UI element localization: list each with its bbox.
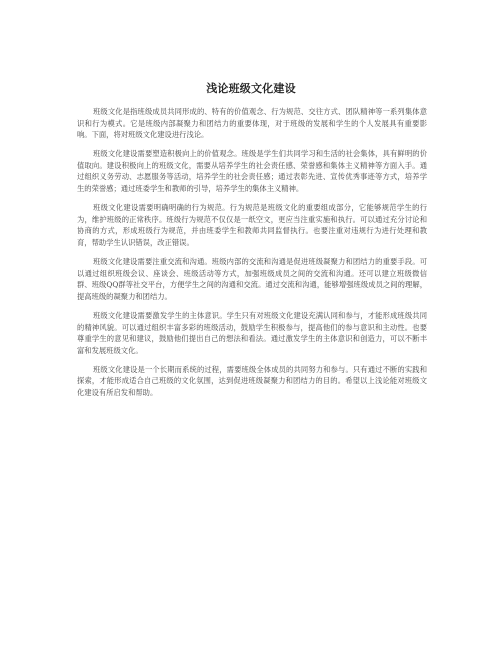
paragraph-subjectivity: 班级文化建设需要激发学生的主体意识。学生只有对班级文化建设充满认同和参与，才能形成班级共同的精神风貌。可以通过组织丰富多彩的班级活动，鼓励学生积极参与，提高他们的参与意识和主动性。也要尊重学生的意见和建议，鼓励他们提出自己的想法和看法。通过激发学生的主体意识和创造力，可以不断丰富和发展班级文化。 — [77, 310, 427, 355]
paragraph-values: 班级文化建设需要塑造积极向上的价值观念。班级是学生们共同学习和生活的社会集体，具有鲜明的价值取向。建设积极向上的班级文化，需要从培养学生的社会责任感、荣誉感和集体主义精神等方面入手。通过组织义务劳动、志愿服务等活动，培养学生的社会责任感；通过表彰先进、宣传优秀事迹等方式，培养学生的荣誉感；通过班委学生和教师的引导，培养学生的集体主义精神。 — [77, 149, 427, 194]
paragraph-norms: 班级文化建设需要明确明确的行为规范。行为规范是班级文化的重要组成部分，它能够规范学生的行为，维护班级的正常秩序。班级行为规范不仅仅是一纸空文，更应当注重实施和执行。可以通过充分讨论和协商的方式，形成班级行为规范，并由班委学生和教师共同监督执行。也要注重对违规行为进行处理和教育，帮助学生认识错误，改正错误。 — [77, 203, 427, 247]
paragraph-intro: 班级文化是指班级成员共同形成的、特有的价值观念、行为规范、交往方式、团队精神等一系列集体意识和行为模式。它是班级内部凝聚力和团结力的重要体现，对于班级的发展和学生的个人发展具有重要影响。下面，将对班级文化建设进行浅论。 — [77, 107, 427, 140]
paragraph-conclusion: 班级文化建设是一个长期而系统的过程，需要班级全体成员的共同努力和参与。只有通过不断的实践和探索，才能形成适合自己班级的文化氛围，达到促进班级凝聚力和团结力的目的。希望以上浅论能对班级文化建设有所启发和帮助。 — [77, 364, 427, 397]
paragraph-communication: 班级文化建设需要注重交流和沟通。班级内部的交流和沟通是促进班级凝聚力和团结力的重要手段。可以通过组织班级会议、座谈会、班级活动等方式，加强班级成员之间的交流和沟通。还可以建立班级微信群、班级QQ群等社交平台，方便学生之间的沟通和交流。通过交流和沟通，能够增强班级成员之间的理解，提高班级的凝聚力和团结力。 — [77, 257, 427, 301]
document-title: 浅论班级文化建设 — [206, 82, 296, 95]
document-body — [77, 106, 427, 406]
